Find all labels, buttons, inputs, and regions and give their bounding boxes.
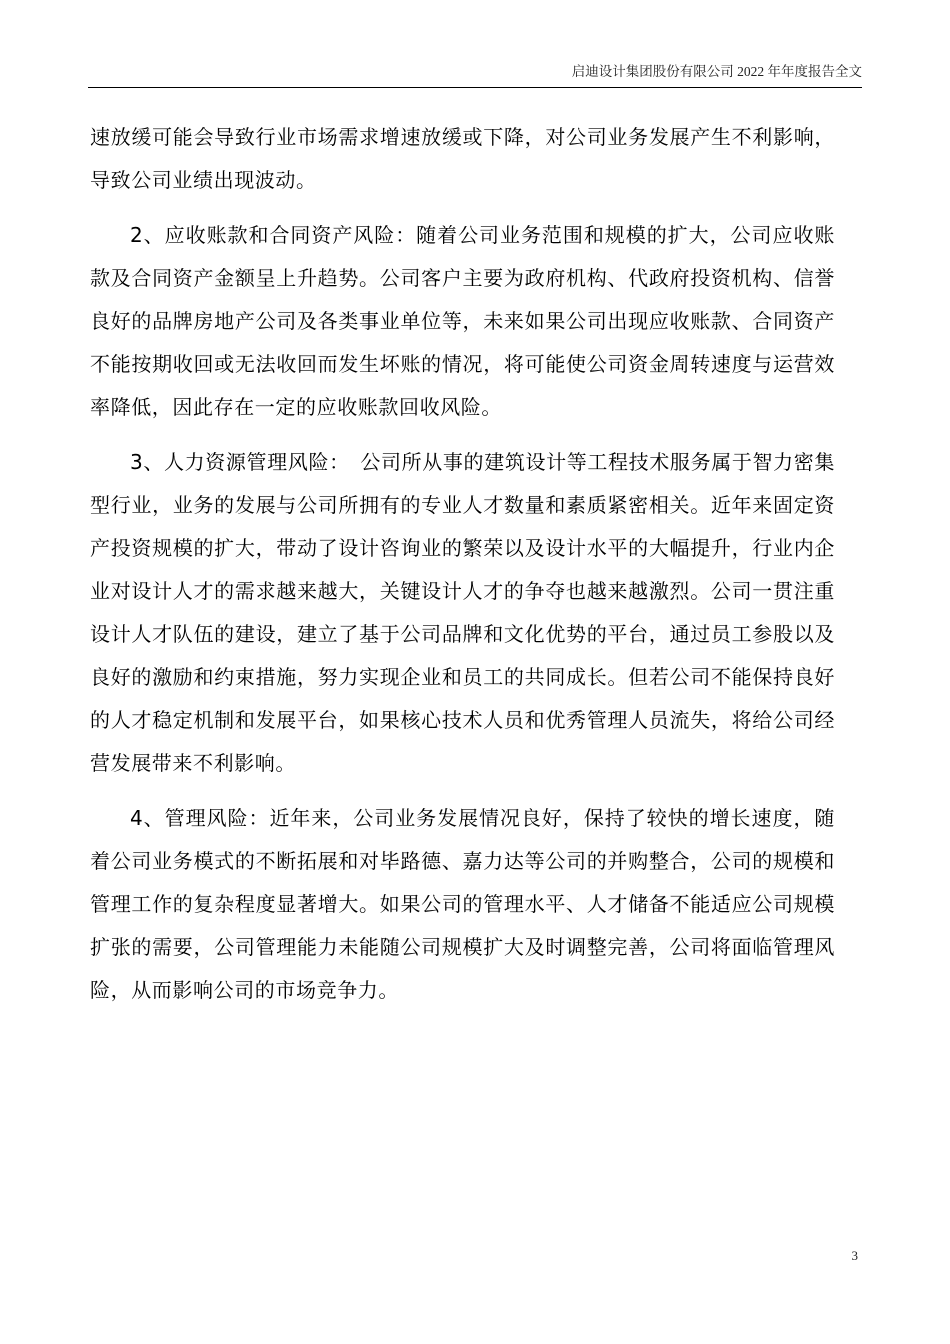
report-title: 启迪设计集团股份有限公司 2022 年年度报告全文 (571, 64, 862, 79)
page-header (88, 62, 862, 88)
paragraph-receivables-risk: 2、应收账款和合同资产风险：随着公司业务范围和规模的扩大，公司应收账款及合同资产金额呈上升趋势。公司客户主要为政府机构、代政府投资机构、信誉良好的品牌房地产公司及各类事业单位等，未来如果公司出现应收账款、合同资产不能按期收回或无法收回而发生坏账的情况，将可能使公司资金周转速度与运营效率降低，因此存在一定的应收账款回收风险。 (90, 223, 835, 419)
page-number: 3 (851, 1248, 858, 1263)
document-body (90, 116, 835, 1024)
paragraph-continued: 速放缓可能会导致行业市场需求增速放缓或下降，对公司业务发展产生不利影响，导致公司业绩出现波动。 (90, 125, 835, 192)
paragraph-management-risk: 4、管理风险：近年来，公司业务发展情况良好，保持了较快的增长速度，随着公司业务模式的不断拓展和对毕路德、嘉力达等公司的并购整合，公司的规模和管理工作的复杂程度显著增大。如果公司的管理水平、人才储备不能适应公司规模扩张的需要，公司管理能力未能随公司规模扩大及时调整完善，公司将面临管理风险，从而影响公司的市场竞争力。 (90, 806, 835, 1002)
paragraph-hr-risk: 3、人力资源管理风险： 公司所从事的建筑设计等工程技术服务属于智力密集型行业，业务的发展与公司所拥有的专业人才数量和素质紧密相关。近年来固定资产投资规模的扩大，带动了设计咨询业的繁荣以及设计水平的大幅提升，行业内企业对设计人才的需求越来越大，关键设计人才的争夺也越来越激烈。公司一贯注重设计人才队伍的建设，建立了基于公司品牌和文化优势的平台，通过员工参股以及良好的激励和约束措施，努力实现企业和员工的共同成长。但若公司不能保持良好的人才稳定机制和发展平台，如果核心技术人员和优秀管理人员流失，将给公司经营发展带来不利影响。 (90, 450, 835, 775)
